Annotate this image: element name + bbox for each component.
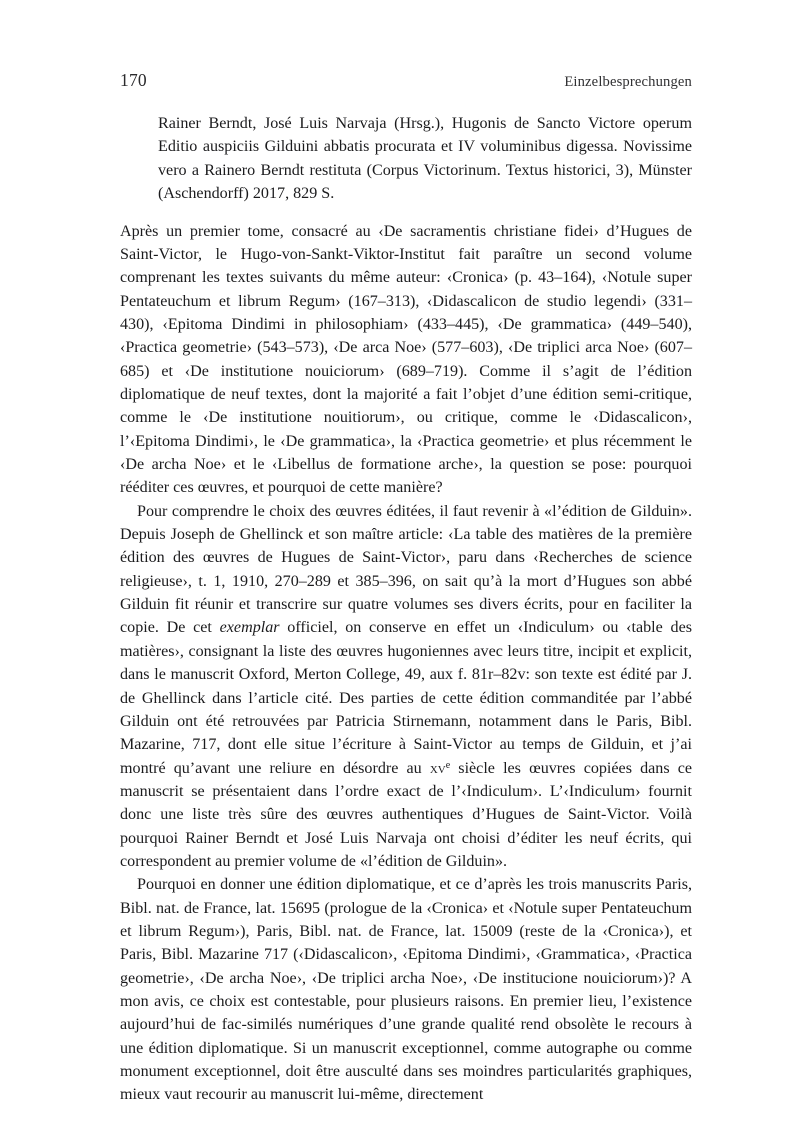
running-header	[120, 70, 692, 94]
running-head-title: Einzelbesprechungen	[564, 74, 692, 90]
text-column	[120, 112, 692, 1107]
paragraph-2-segment-a: Pour comprendre le choix des œuvres éditées, il faut revenir à «l’édition de Gilduin». Depuis Joseph de Ghellinck et son maître article: ‹La table des matières de la première édition des œuvres de Hugues de Saint-Victor›, paru dans ‹Recherches de science religieuse›, t. 1, 1910, 270–289 et 385–396, on sait qu’à la mort d’Hugues son abbé Gilduin fit réunir et transcrire sur quatre volumes ses divers écrits, pour en faciliter la copie. De cet	[120, 502, 692, 637]
page-number: 170	[120, 70, 147, 90]
century-ordinal-superscript: e	[445, 759, 451, 771]
paragraph-2-segment-c: siècle les œuvres copiées dans ce manuscrit se présentaient dans l’ordre exact de l’‹Indiculum›. L’‹Indiculum› fournit donc une liste très sûre des œuvres authentiques d’Hugues de Saint-Victor. Voilà pourquoi Rainer Berndt et José Luis Narvaja ont choisi d’éditer les neuf écrits, qui correspondent au premier volume de «l’édition de Gilduin».	[120, 759, 693, 870]
paragraph-2	[120, 500, 692, 874]
century-numeral-smallcaps: xv	[429, 759, 446, 777]
paragraph-3: Pourquoi en donner une édition diplomatique, et ce d’après les trois manuscrits Paris, Bibl. nat. de France, lat. 15695 (prologue de la ‹Cronica› et ‹Notule super Pentateuchum et librum Regum›), Paris, Bibl. nat. de France, lat. 15009 (reste de la ‹Cronica›), et Paris, Bibl. Mazarine 717 (‹Didascalicon›, ‹Epitoma Dindimi›, ‹Grammatica›, ‹Practica geometrie›, ‹De archa Noe›, ‹De triplici archa Noe›, ‹De institucione nouiciorum›)? A mon avis, ce choix est contestable, pour plusieurs raisons. En premier lieu, l’existence aujourd’hui de fac-similés numériques d’une grande qualité rend obsolète le recours à une édition diplomatique. Si un manuscrit exceptionnel, comme autographe ou comme monument exceptionnel, doit être ausculté dans ses moindres particularités graphiques, mieux vaut recourir au manuscrit lui-même, directement	[120, 876, 692, 1104]
bibliographic-citation: Rainer Berndt, José Luis Narvaja (Hrsg.), Hugonis de Sancto Victore operum Editio auspiciis Gilduini abbatis procurata et IV voluminibus digessa. Novissime vero a Rainero Berndt restituta (Corpus Victorinum. Textus historici, 3), Münster (Aschendorff) 2017, 829 S.	[158, 115, 692, 203]
paragraph-1: Après un premier tome, consacré au ‹De sacramentis christiane fidei› d’Hugues de Saint-Victor, le Hugo-von-Sankt-Viktor-Institut fait paraître un second volume comprenant les textes suivants du même auteur: ‹Cronica› (p. 43–164), ‹Notule super Pentateuchum et librum Regum› (167–313), ‹Didascalicon de studio legendi› (331–430), ‹Epitoma Dindimi in philosophiam› (433–445), ‹De grammatica› (449–540), ‹Practica geometrie› (543–573), ‹De arca Noe› (577–603), ‹De triplici arca Noe› (607–685) et ‹De institutione nouiciorum› (689–719). Comme il s’agit de l’édition diplomatique de neuf textes, dont la majorité a fait l’objet d’une édition semi-critique, comme le ‹De institutione nouitiorum›, ou critique, comme le ‹Didascalicon›, l’‹Epitoma Dindimi›, le ‹De grammatica›, la ‹Practica geometrie› et plus récemment le ‹De archa Noe› et le ‹Libellus de formatione arche›, la question se pose: pourquoi rééditer ces œuvres, et pourquoi de cette manière?	[120, 222, 692, 497]
paragraph-2-segment-b: officiel, on conserve en effet un ‹Indiculum› ou ‹table des matières›, consignant la liste des œuvres hugoniennes avec leurs titre, incipit et explicit, dans le manuscrit Oxford, Merton College, 49, aux f. 81r–82v: son texte est édité par J. de Ghellinck dans l’article cité. Des parties de cette édition commanditée par l’abbé Gilduin ont été retrouvées par Patricia Stirnemann, notamment dans le Paris, Bibl. Mazarine, 717, dont elle situe l’écriture à Saint-Victor au temps de Gilduin, et j’ai montré qu’avant une reliure en désordre au	[120, 619, 692, 777]
emphasis-exemplar: exemplar	[219, 619, 280, 637]
